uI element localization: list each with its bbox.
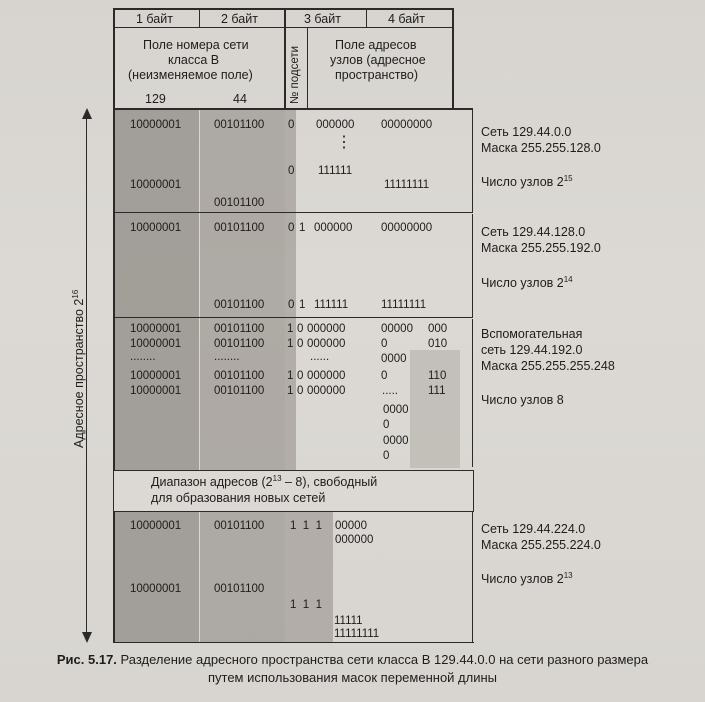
b2-r2c2: 00101100 [214,299,265,311]
host-field-line1: Поле адресов [335,38,417,52]
b3-row5-c1: 10000001 [130,385,182,397]
net-value-129: 129 [145,92,166,106]
frame-right [452,8,454,108]
b1-r1c2: 00101100 [214,119,265,131]
b3-extra2: 0 [383,419,390,431]
b1-info-mask: Маска 255.255.128.0 [481,141,601,155]
b3-row3-c4: ...... [310,351,330,363]
caption-line2: путем использования масок переменной длины [207,670,497,685]
b3-row4-c3: 1 [287,370,294,382]
col-sep-2 [284,8,286,108]
header-byte3: 3 байт [304,12,341,26]
b3-row1-c1: 10000001 [130,323,182,335]
address-space-text: Адресное пространство 2 [72,298,86,448]
b3-row5-c2: 00101100 [214,385,265,397]
b3-row1-c6: 000 [428,323,448,335]
arrow-down-icon [81,632,93,644]
net-field-line3: (неизменяемое поле) [128,68,253,82]
b3-row4-c4: 000000 [307,370,346,382]
b3-row3-c5: 0000 [381,353,407,365]
bottom-line [113,642,473,643]
col-sep-3 [366,8,367,28]
b3-extra3: 0000 [383,435,409,447]
arrow-up-icon [81,108,93,120]
b2-info-hosts-text: Число узлов 2 [481,276,564,290]
b3-row4-c2: 00101100 [214,370,265,382]
b2-r1c2: 00101100 [214,222,265,234]
b4-r1c3: 1 1 1 [290,520,322,532]
b3-row4-c6: 110 [428,370,447,382]
b3-row5-c5: ..... [382,385,398,397]
host-field-line3: пространство) [335,68,419,82]
b3-row1-c4: 000000 [307,323,346,335]
address-space-label [72,290,86,448]
b3-row2-c2: 00101100 [214,338,265,350]
free-range-line2: для образования новых сетей [151,491,326,505]
b3-row3-c1: ........ [130,351,156,363]
b3-row4-c3b: 0 [297,370,304,382]
b2-info-hosts-exp: 14 [563,274,573,284]
b2-r1c1: 10000001 [130,222,182,234]
b1-r2c4: 111111 [318,165,353,177]
free-range-line1-a: Диапазон адресов (2 [151,475,273,489]
free-range-exp: 13 [272,473,282,483]
b3-info-line2: сеть 129.44.192.0 [481,343,583,357]
b1-r4c2: 00101100 [214,197,265,209]
sep-block2 [113,212,473,213]
free-range-line1-b: – 8), свободный [281,475,378,489]
host-shade-block3 [410,350,460,468]
net-field-line2: класса В [168,53,220,67]
b3-row2-c1: 10000001 [130,338,182,350]
b3-row2-c6: 010 [428,338,448,350]
caption-text1: Разделение адресного пространства сети класса В 129.44.0.0 на сети разного размера [116,652,649,667]
sep-block3 [113,317,473,318]
b1-info-hosts-exp: 15 [563,173,573,183]
b4-r2c4: 000000 [335,534,374,546]
bracket-4 [472,512,473,642]
b1-r3c1: 10000001 [130,179,182,191]
b1-info-hosts-text: Число узлов 2 [481,175,564,189]
b1-r2c3: 0 [288,165,295,177]
b1-r3c5: 11111111 [384,179,430,191]
b3-row1-c5: 00000 [381,323,413,335]
b1-dots: ⋮ [336,134,352,151]
b2-r1c5: 00000000 [381,222,433,234]
b1-info-hosts [481,175,573,189]
b4-r5c4: 11111 [334,615,363,627]
b4-info-mask: Маска 255.255.224.0 [481,538,601,552]
b4-r1c4: 00000 [335,520,367,532]
b1-r1c1: 10000001 [130,119,182,131]
frame-left [113,8,115,470]
frame-hdr [113,27,453,28]
b4-r3c2: 00101100 [214,583,265,595]
b3-info-hosts: Число узлов 8 [481,393,564,407]
bracket-1 [472,110,473,212]
b3-info-line1: Вспомогательная [481,327,583,341]
b2-r2c3b: 1 [299,299,306,311]
col-sep-1 [199,8,200,28]
b4-info-hosts-text: Число узлов 2 [481,572,564,586]
b3-row4-c5: 0 [381,370,388,382]
caption-line1 [0,651,705,669]
b2-info-mask: Маска 255.255.192.0 [481,241,601,255]
b2-r2c3: 0 [288,299,295,311]
b4-r3c1: 10000001 [130,583,182,595]
b1-r1c5: 00000000 [381,119,433,131]
b3-row2-c3: 1 [287,338,294,350]
net-value-44: 44 [233,92,247,106]
caption-label: Рис. 5.17. [56,652,117,667]
tick-4 [466,642,474,643]
b3-extra4: 0 [383,450,390,462]
col-sep-subnet [307,27,308,108]
b2-r2c5: 11111111 [381,299,427,311]
b4-r1c2: 00101100 [214,520,265,532]
b3-row1-c3: 1 [287,323,294,335]
b3-row2-c3b: 0 [297,338,304,350]
b4-r6c4: 11111111 [334,628,380,640]
b2-r1c4: 000000 [314,222,353,234]
byte1-shade [115,110,199,470]
header-byte2: 2 байт [221,12,258,26]
side-arrow-line [86,118,87,636]
frame-top [113,8,453,10]
b4-info-hosts [481,572,573,586]
b3-row1-c2: 00101100 [214,323,265,335]
frame-left-bottom [113,510,115,642]
byte2-shade [200,110,285,470]
header-bottom [113,108,473,110]
b3-row2-c4: 000000 [307,338,346,350]
bracket-2 [472,214,473,317]
b3-row5-c3: 1 [287,385,294,397]
b3-info-mask: Маска 255.255.255.248 [481,359,615,373]
b2-r1c3b: 1 [299,222,306,234]
header-byte1: 1 байт [136,12,173,26]
figure-caption [0,651,705,687]
b3-row5-c3b: 0 [297,385,304,397]
b3-row3-c2: ........ [214,351,240,363]
b2-r2c4: 111111 [314,299,349,311]
b3-row1-c3b: 0 [297,323,304,335]
b3-row5-c6: 111 [428,385,446,397]
b3-row2-c5: 0 [381,338,388,350]
net-field-line1: Поле номера сети [143,38,249,52]
address-space-exp: 16 [70,289,80,299]
bracket-3 [472,319,473,467]
subnet-number-label: № подсети [289,45,301,104]
b2-r1c3: 0 [288,222,295,234]
b2-info-hosts [481,276,573,290]
b4-r4c3: 1 1 1 [290,599,322,611]
b1-info-net: Сеть 129.44.0.0 [481,125,572,139]
b4-info-net: Сеть 129.44.224.0 [481,522,586,536]
b1-r1c3: 0 [288,119,295,131]
host-field-line2: узлов (адресное [330,53,426,67]
b3-row4-c1: 10000001 [130,370,182,382]
b1-r1c4: 000000 [316,119,355,131]
free-range-line1 [151,475,377,489]
header-byte4: 4 байт [388,12,425,26]
b3-row5-c4: 000000 [307,385,346,397]
b4-r1c1: 10000001 [130,520,182,532]
b3-extra1: 0000 [383,404,409,416]
b2-info-net: Сеть 129.44.128.0 [481,225,586,239]
b4-info-hosts-exp: 13 [563,570,573,580]
